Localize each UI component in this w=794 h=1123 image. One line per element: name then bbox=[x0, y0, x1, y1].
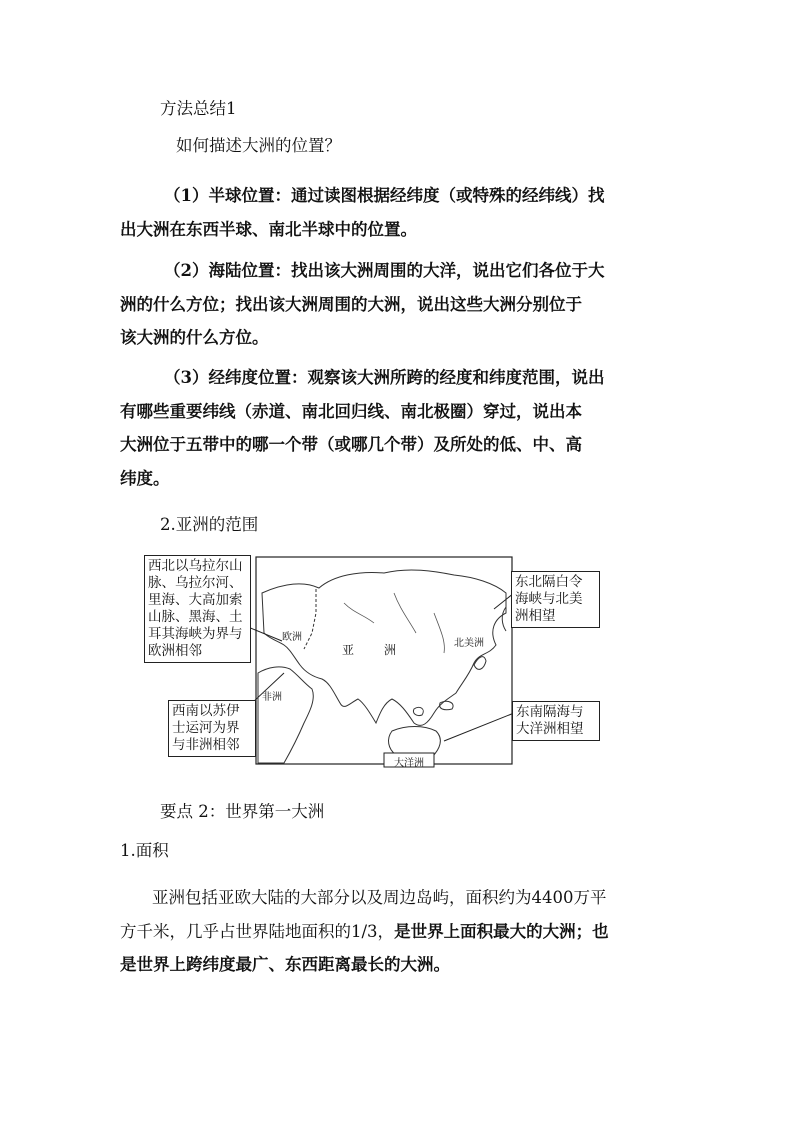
paragraph-line: 出大洲在东西半球、南北半球中的位置。 bbox=[120, 219, 417, 239]
callout-southwest bbox=[168, 700, 256, 757]
callout-line: 洲相望 bbox=[515, 608, 556, 624]
callout-line: 大洋洲相望 bbox=[516, 721, 584, 737]
paragraph-land-sea bbox=[120, 254, 676, 355]
callout-line: 西北以乌拉尔山 bbox=[148, 558, 243, 574]
callout-southeast bbox=[512, 701, 600, 741]
callout-line: 里海、大高加索 bbox=[148, 592, 243, 608]
paragraph-line: （1）半球位置：通过读图根据经纬度（或特殊的经纬线）找 bbox=[164, 186, 605, 205]
callout-northeast bbox=[511, 571, 600, 628]
label-asia-1: 亚 bbox=[342, 643, 355, 657]
paragraph-line: 有哪些重要纬线（赤道、南北回归线、南北极圈）穿过，说出本 bbox=[120, 401, 582, 421]
area-text-bold: 是世界上面积最大的大洲；也 bbox=[394, 921, 609, 941]
paragraph-line: 亚洲包括亚欧大陆的大部分以及周边岛屿，面积约为4400万平 bbox=[152, 888, 607, 907]
label-europe: 欧洲 bbox=[282, 632, 302, 643]
callout-line: 士运河为界 bbox=[172, 720, 240, 736]
callout-northwest bbox=[144, 555, 251, 663]
callout-line: 山脉、黑海、土 bbox=[148, 609, 243, 625]
paragraph-line: （2）海陆位置：找出该大洲周围的大洋，说出它们各位于大 bbox=[164, 261, 605, 280]
callout-line: 耳其海峡为界与 bbox=[148, 626, 243, 642]
asia-extent-map bbox=[144, 553, 600, 768]
paragraph-hemisphere bbox=[120, 179, 676, 246]
label-north-america: 北美洲 bbox=[454, 638, 484, 649]
point2-heading: 要点 2：世界第一大洲 bbox=[160, 802, 325, 821]
section-asia-extent: 2.亚洲的范围 bbox=[160, 515, 259, 534]
callout-line: 东南隔海与 bbox=[516, 704, 584, 720]
paragraph-line: （3）经纬度位置：观察该大洲所跨的经度和纬度范围，说出 bbox=[164, 368, 605, 387]
callout-line: 欧洲相邻 bbox=[148, 643, 202, 659]
paragraph-line: 该大洲的什么方位。 bbox=[120, 328, 269, 347]
area-paragraph bbox=[120, 881, 676, 982]
method-summary-title: 方法总结1 bbox=[160, 99, 237, 118]
callout-line: 西南以苏伊 bbox=[172, 703, 240, 719]
callout-line: 东北隔白令 bbox=[515, 574, 583, 590]
callout-line: 海峡与北美 bbox=[515, 591, 583, 607]
area-heading: 1.面积 bbox=[120, 841, 169, 860]
callout-line: 与非洲相邻 bbox=[172, 737, 240, 753]
paragraph-line: 洲的什么方位；找出该大洲周围的大洲，说出这些大洲分别位于 bbox=[120, 294, 582, 314]
callout-line: 脉、乌拉尔河、 bbox=[148, 575, 243, 591]
paragraph-lat-long bbox=[120, 361, 676, 495]
paragraph-line: 是世界上跨纬度最广、东西距离最长的大洲。 bbox=[120, 955, 450, 974]
area-text-normal: 方千米，几乎占世界陆地面积的1/3， bbox=[120, 921, 395, 941]
paragraph-line: 纬度。 bbox=[120, 468, 170, 488]
paragraph-line: 大洲位于五带中的哪一个带（或哪几个带）及所处的低、中、高 bbox=[120, 435, 582, 454]
label-oceania: 大洋洲 bbox=[394, 758, 424, 769]
label-africa: 非洲 bbox=[262, 692, 282, 703]
question-heading: 如何描述大洲的位置？ bbox=[176, 136, 341, 155]
label-asia-2: 洲 bbox=[384, 643, 397, 657]
paragraph-line bbox=[120, 915, 676, 949]
